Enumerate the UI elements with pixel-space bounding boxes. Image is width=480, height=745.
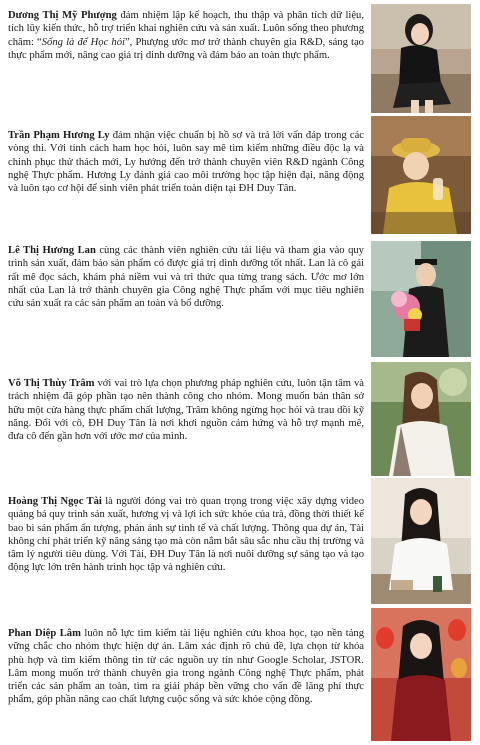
- member-bio: Võ Thị Thùy Trâm với vai trò lựa chọn phương pháp nghiên cứu, luôn tận tâm và trách nhiệm đã góp phần tạo nên thành công cho nhóm. Mong muốn bản thân sở hữu một cửa hàng thực phẩm chất lượng, Trâm không ngừng học hỏi và trau dồi kỹ năng. Đối với cô, ĐH Duy Tân là nơi khơi nguồn cảm hứng và hỗ trợ mạnh mẽ, đưa cô đến gần hơn với ước mơ của mình.: [8, 378, 365, 443]
- member-bio: Hoàng Thị Ngọc Tài là người đóng vai trò quan trọng trong việc xây dựng video quảng bá quy trình sản xuất, hương vị và lợi ích sức khỏe của trà, đồng thời thiết kế bao bì sản phẩm ấn tượng, phản ánh sự tinh tế và chất lượng. Thông qua dự án, Tài không chỉ phát triển kỹ năng sáng tạo mà còn nắm bắt sâu sắc nhu cầu thị trường và tâm lý người tiêu dùng. Với Tài, ĐH Duy Tân là nơi nuôi dưỡng sự sáng tạo và tạo động lực lớn trên hành trình học tập và nghiên cứu.: [8, 496, 364, 574]
- motto-quote: Sống là để Học hỏi: [41, 36, 125, 48]
- member-name: Võ Thị Thùy Trâm: [8, 378, 95, 389]
- member-photo: [371, 116, 471, 234]
- member-photo: [371, 608, 471, 741]
- member-name: Lê Thị Hương Lan: [8, 245, 96, 256]
- member-name: Phan Diệp Lâm: [8, 628, 81, 639]
- member-name: Hoàng Thị Ngọc Tài: [8, 496, 102, 507]
- member-photo: [371, 478, 471, 604]
- member-name: Dương Thị Mỹ Phượng: [8, 10, 117, 21]
- member-bio: Phan Diệp Lâm luôn nỗ lực tìm kiếm tài liệu nghiên cứu khoa học, tạo nền tảng vững chắc cho nhóm thực hiện dự án. Lâm xác định rõ chủ đề, lựa chọn từ khóa phù hợp và tìm kiếm thông tin từ các nguồn uy tín như Google Scholar, JSTOR. Lâm mong muốn trở thành chuyên gia trong ngành Công nghệ Thực phẩm, phát triển các sản phẩm an toàn, tìm ra giải pháp bền vững cho vấn đề lãng phí thực phẩm, góp phần nâng cao chất lượng cuộc sống và sức khỏe cộng đồng.: [8, 628, 364, 706]
- member-bio: Lê Thị Hương Lan cùng các thành viên nghiên cứu tài liệu và tham gia vào quy trình sản xuất, đảm bảo sản phẩm có được giá trị dinh dưỡng tốt nhất. Lan là cô gái rất mê đọc sách, khám phá niềm vui và tri thức qua từng trang sách. Ước mơ lớn nhất của Lan là trở thành chuyên gia Công nghệ Thực phẩm với mục tiêu nghiên cứu sản xuất ra các sản phẩm an toàn và bổ dưỡng.: [8, 245, 364, 310]
- member-name: Trần Phạm Hương Ly: [8, 130, 110, 141]
- member-bio: Trần Phạm Hương Ly đảm nhận việc chuẩn bị hồ sơ và trả lời vấn đáp trong các vòng thi. Với tính cách ham học hỏi, luôn say mê tìm kiếm những điều độc lạ và chinh phục thử thách mới, Ly hướng đến trở thành chuyên viên R&D ngành Công nghệ Thực phẩm. Hương Ly đánh giá cao môi trường học tập hiện đại, năng động và luôn tạo cơ hội để sinh viên phát triển toàn diện tại ĐH Duy Tân.: [8, 130, 364, 195]
- member-photo: [371, 4, 471, 113]
- member-photo: [371, 362, 471, 476]
- member-photo: [371, 241, 471, 357]
- member-bio: Dương Thị Mỹ Phượng đảm nhiệm lập kế hoạch, thu thập và phân tích dữ liệu, tích lũy kiến thức, hỗ trợ triển khai nghiên cứu và sản xuất. Luôn sống theo phương châm: “Sống là để Học hỏi”, Phượng ước mơ trở thành chuyên gia R&D, sáng tạo thực phẩm mới, nâng cao giá trị dinh dưỡng và đảm bảo an toàn thực phẩm.: [8, 10, 364, 61]
